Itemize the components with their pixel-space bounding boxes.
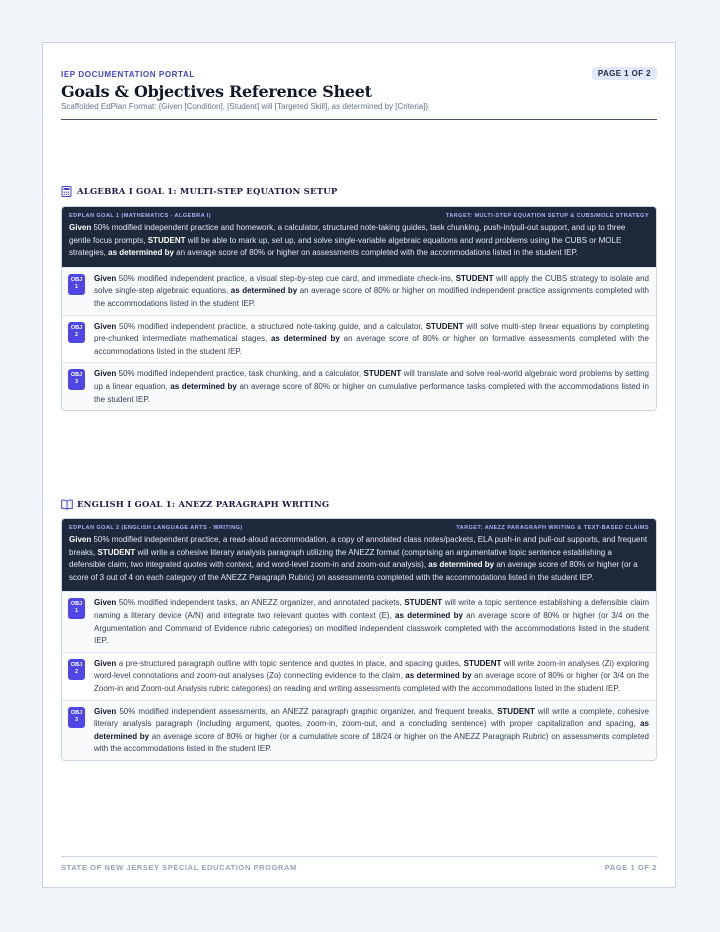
page-title: Goals & Objectives Reference Sheet <box>61 82 372 101</box>
bold-keyword: Given <box>94 598 117 608</box>
open-book-icon <box>61 499 72 510</box>
footer-page-number: PAGE 1 OF 2 <box>604 863 657 872</box>
section-heading-algebra <box>61 186 337 197</box>
objective-badge: OBJ 2 <box>68 659 85 680</box>
objective-text: Given 50% modified independent practice, a structured note-taking guide, and a calculator, STUDENT will solve multi-step linear equations by completing pre-chunked intermediate mathematical stages, as determined by an average score of 80% or higher on formative assessments completed with the accommodations listed in the student IEP. <box>94 321 649 356</box>
goal-header <box>62 519 656 591</box>
objective-text: Given a pre-structured paragraph outline with topic sentence and quotes in place, and spacing guides, STUDENT will write zoom-in analyses (Zi) exploring word-level connotations and zoom-out analyses (Zo) connecting evidence to the claim, as determined by an average score of 80% or higher (or 3/4 on the Zoom-in and Zoom-out Analysis rubric categories) on reading and writing assessments completed with the accommodations listed in the student IEP. <box>94 658 650 693</box>
goal-statement: Given 50% modified independent practice, a read-aloud accommodation, a copy of annotated class notes/packets, ELA push-in and pull-out supports, and frequent breaks, STUDENT will write a cohesive literary analysis paragraph utilizing the ANEZZ format (comprising an argumentative topic sentence establishing a defensible claim, two integrated quotes with context, and word-level zoom-in and zoom-out analysis), as determined by an average score of 80% or higher (or a score of 3 out of 4 on each category of the ANEZZ Paragraph Rubric) on assessments completed with the accommodations listed in the student IEP. <box>69 535 648 582</box>
goal-label: EDPLAN GOAL 2 (ENGLISH LANGUAGE ARTS - WRITING) <box>69 525 243 531</box>
bold-keyword: Given <box>94 321 117 331</box>
objective-list <box>62 591 656 760</box>
section-heading-english <box>61 499 329 510</box>
page-footer <box>61 856 657 872</box>
bold-keyword: as determined by <box>170 381 237 391</box>
bold-keyword: Given <box>69 535 92 544</box>
objective-text: Given 50% modified independent practice, task chunking, and a calculator, STUDENT will translate and solve real-world algebraic word problems by setting up a linear equation, as determined by an average score of 80% or higher on cumulative performance tasks completed with the accommodations listed in the student IEP. <box>94 369 649 404</box>
bold-keyword: STUDENT <box>497 706 535 716</box>
bold-keyword: STUDENT <box>463 658 502 668</box>
bold-keyword: STUDENT <box>147 235 186 245</box>
objective-item <box>62 652 656 700</box>
objective-item <box>62 362 656 410</box>
bold-keyword: Given <box>94 658 117 668</box>
page-badge: PAGE 1 OF 2 <box>592 67 657 80</box>
document-page <box>42 42 676 888</box>
goal-card-algebra <box>61 206 657 411</box>
objective-text: Given 50% modified independent assessments, an ANEZZ paragraph graphic organizer, and frequent breaks, STUDENT will write a complete, cohesive literary analysis paragraph (including argument, quotes, zoom-in, zoom-out, and a concluding sentence) with proper capitalization and spacing, as determined by an average score of 80% or higher (or a cumulative score of 18/24 or higher on the ANEZZ Paragraph Rubric) on assessments completed with the accommodations listed in the student IEP. <box>94 706 649 754</box>
goal-meta <box>69 213 649 219</box>
objective-item <box>62 267 656 315</box>
bold-keyword: as determined by <box>94 719 649 741</box>
bold-keyword: as determined by <box>270 334 340 344</box>
footer-program: STATE OF NEW JERSEY SPECIAL EDUCATION PROGRAM <box>61 863 297 872</box>
objective-badge: OBJ 3 <box>68 707 85 728</box>
goal-header <box>62 207 656 267</box>
bold-keyword: as determined by <box>395 610 463 620</box>
objective-item <box>62 700 656 760</box>
objective-item <box>62 591 656 651</box>
goal-target: TARGET: ANEZZ PARAGRAPH WRITING & TEXT-BASED CLAIMS <box>456 525 649 531</box>
objective-list <box>62 267 656 410</box>
goal-meta <box>69 525 649 531</box>
bold-keyword: Given <box>94 273 117 283</box>
bold-keyword: as determined by <box>230 286 298 296</box>
goal-target: TARGET: MULTI-STEP EQUATION SETUP & CUBS/MOLE STRATEGY <box>445 213 649 219</box>
objective-badge: OBJ 1 <box>68 598 85 619</box>
bold-keyword: STUDENT <box>97 547 136 557</box>
portal-eyebrow: IEP DOCUMENTATION PORTAL <box>61 70 195 79</box>
bold-keyword: STUDENT <box>404 598 443 608</box>
page-content <box>61 43 657 887</box>
goal-statement: Given 50% modified independent practice and homework, a calculator, structured note-taking guides, task chunking, push-in/pull-out support, and up to three gentle focus prompts, STUDENT will be able to mark up, set up, and solve single-variable algebraic equations and word problems using the CUBS or MOLE strategies, as determined by an average score of 80% or higher on assessments completed with the accommodations listed in the student IEP. <box>69 223 626 258</box>
objective-text: Given 50% modified independent tasks, an ANEZZ organizer, and annotated packets, STUDENT will write a topic sentence establishing a defensible claim naming a literary device (A/N) and integrate two relevant quotes with context (E), as determined by an average score of 80% or higher (or 3/4 on the Argumentation and Command of Evidence rubric categories) on modified independent classwork completed with the accommodations listed in the student IEP. <box>94 598 649 646</box>
bold-keyword: STUDENT <box>363 369 402 379</box>
bold-keyword: as determined by <box>428 560 495 570</box>
objective-badge: OBJ 1 <box>68 274 85 295</box>
bold-keyword: Given <box>94 706 117 716</box>
page-subtitle: Scaffolded EdPlan Format: {Given [Condition], [Student] will [Targeted Skill], as determined by [Criteria]} <box>61 102 429 111</box>
bold-keyword: STUDENT <box>425 321 464 331</box>
objective-item <box>62 315 656 363</box>
section-heading-label: ENGLISH I GOAL 1: ANEZZ PARAGRAPH WRITING <box>77 499 330 510</box>
objective-text: Given 50% modified independent practice, a visual step-by-step cue card, and immediate check-ins, STUDENT will apply the CUBS strategy to isolate and solve single-step algebraic equations, as determined by an average score of 80% or higher on modified independent practice assignments completed with the accommodations listed in the student IEP. <box>94 273 649 308</box>
bold-keyword: Given <box>69 223 92 232</box>
section-heading-label: ALGEBRA I GOAL 1: MULTI-STEP EQUATION SETUP <box>77 186 338 197</box>
bold-keyword: as determined by <box>108 248 174 258</box>
calculator-icon <box>61 186 72 197</box>
goal-label: EDPLAN GOAL 1 (MATHEMATICS - ALGEBRA I) <box>69 213 211 219</box>
objective-badge: OBJ 3 <box>68 369 85 390</box>
goal-card-english <box>61 518 657 761</box>
bold-keyword: STUDENT <box>455 273 494 283</box>
bold-keyword: as determined by <box>405 671 472 681</box>
page-header <box>61 67 657 120</box>
bold-keyword: Given <box>94 369 117 379</box>
objective-badge: OBJ 2 <box>68 322 85 343</box>
